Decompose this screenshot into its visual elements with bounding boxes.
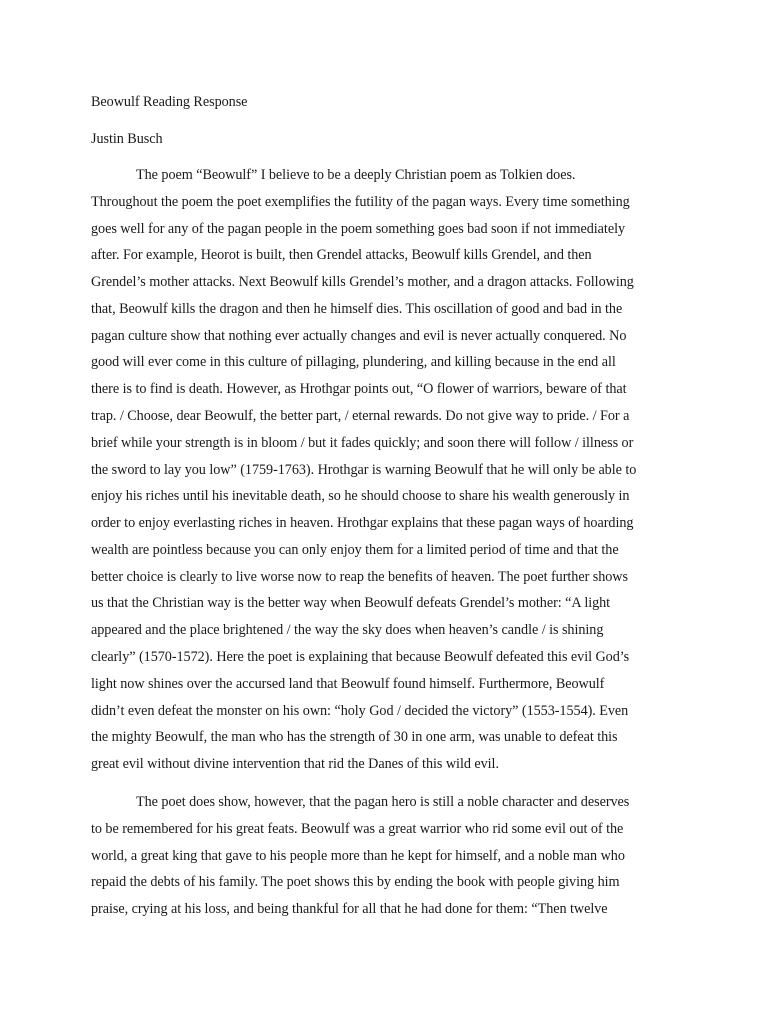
paragraph-line: The poet does show, however, that the pagan hero is still a noble character and deserves xyxy=(136,794,630,810)
paragraph-line: that, Beowulf kills the dragon and then he himself dies. This oscillation of good and bad in the xyxy=(91,301,623,317)
paragraph-line: brief while your strength is in bloom / but it fades quickly; and soon there will follow / illness or xyxy=(91,435,634,451)
paragraph-line: didn’t even defeat the monster on his own: “holy God / decided the victory” (1553-1554). Even xyxy=(91,703,629,719)
paragraph-line: the mighty Beowulf, the man who has the strength of 30 in one arm, was unable to defeat this xyxy=(91,729,618,745)
paragraph-line: clearly” (1570-1572). Here the poet is explaining that because Beowulf defeated this evil God’s xyxy=(91,649,630,665)
author-name: Justin Busch xyxy=(91,131,163,147)
paragraph-line: repaid the debts of his family. The poet shows this by ending the book with people giving him xyxy=(91,874,620,890)
paragraph-line: us that the Christian way is the better way when Beowulf defeats Grendel’s mother: “A light xyxy=(91,595,611,611)
paragraph-line: pagan culture show that nothing ever actually changes and evil is never actually conquered. No xyxy=(91,328,627,344)
paragraph-line: better choice is clearly to live worse now to reap the benefits of heaven. The poet further shows xyxy=(91,569,628,585)
paragraph-line: to be remembered for his great feats. Beowulf was a great warrior who rid some evil out of the xyxy=(91,821,624,837)
paragraph-line: there is to find is death. However, as Hrothgar points out, “O flower of warriors, beware of that xyxy=(91,381,627,397)
paragraph-line: order to enjoy everlasting riches in heaven. Hrothgar explains that these pagan ways of hoarding xyxy=(91,515,634,531)
paragraph-line: Grendel’s mother attacks. Next Beowulf kills Grendel’s mother, and a dragon attacks. Following xyxy=(91,274,634,290)
paragraph-line: great evil without divine intervention that rid the Danes of this wild evil. xyxy=(91,756,499,772)
paragraph-line: the sword to lay you low” (1759-1763). Hrothgar is warning Beowulf that he will only be able to xyxy=(91,462,637,478)
paragraph-line: appeared and the place brightened / the way the sky does when heaven’s candle / is shining xyxy=(91,622,604,638)
paragraph-line: trap. / Choose, dear Beowulf, the better part, / eternal rewards. Do not give way to pride. / For a xyxy=(91,408,630,424)
document-title: Beowulf Reading Response xyxy=(91,94,248,110)
paragraph-line: good will ever come in this culture of pillaging, plundering, and killing because in the end all xyxy=(91,354,616,370)
paragraph-line: world, a great king that gave to his people more than he kept for himself, and a noble man who xyxy=(91,848,625,864)
paragraph-line: after. For example, Heorot is built, then Grendel attacks, Beowulf kills Grendel, and then xyxy=(91,247,592,263)
paragraph-line: enjoy his riches until his inevitable death, so he should choose to share his wealth generously in xyxy=(91,488,630,504)
paragraph-line: praise, crying at his loss, and being thankful for all that he had done for them: “Then twelve xyxy=(91,901,608,917)
paragraph-line: light now shines over the accursed land that Beowulf found himself. Furthermore, Beowulf xyxy=(91,676,605,692)
paragraph-line: The poem “Beowulf” I believe to be a deeply Christian poem as Tolkien does. xyxy=(136,167,576,183)
paragraph-line: Throughout the poem the poet exemplifies the futility of the pagan ways. Every time something xyxy=(91,194,630,210)
paragraph-line: wealth are pointless because you can only enjoy them for a limited period of time and that the xyxy=(91,542,619,558)
paragraph-line: goes well for any of the pagan people in the poem something goes bad soon if not immediately xyxy=(91,221,626,237)
